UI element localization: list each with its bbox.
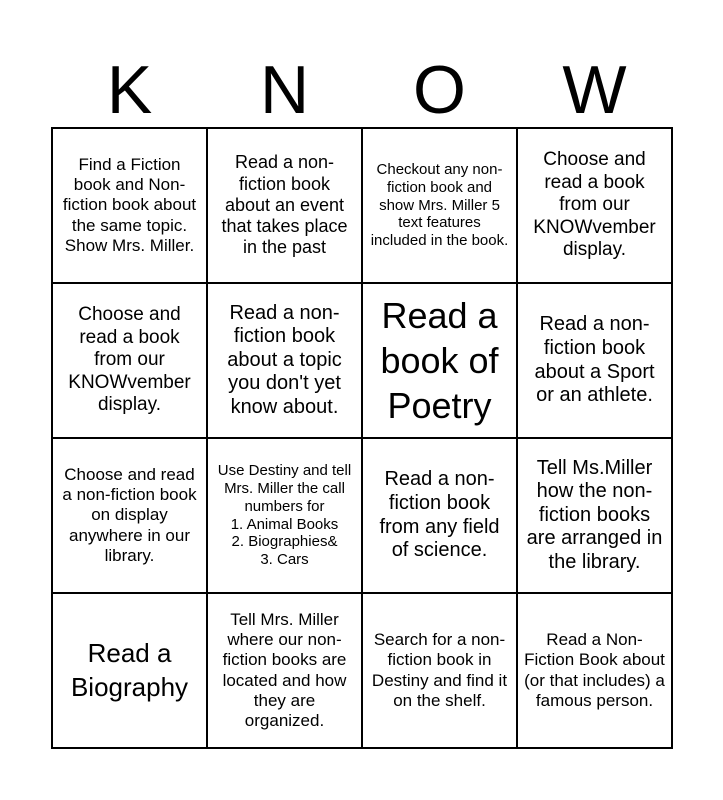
bingo-cell [52,438,207,593]
bingo-cell [362,283,517,438]
bingo-row [52,128,672,283]
cell-text: Read a non-fiction book about a Sport or an athlete. [534,313,655,407]
bingo-cell [207,438,362,593]
cell-text: Choose and read a non-fiction book on display anywhere in our library. [62,465,197,565]
bingo-board [51,127,673,749]
cell-text: Tell Mrs. Miller where our non-fiction books are located and how they are organized. [222,610,347,730]
bingo-cell [52,283,207,438]
header-letter-o: O [413,52,466,128]
cell-text: Choose and read a book from our KNOWvember display. [68,304,191,416]
bingo-row [52,438,672,593]
header-letter-k: K [106,52,153,128]
header-letter-w: W [562,52,627,128]
bingo-cell [52,593,207,748]
bingo-header [52,52,672,128]
cell-text: Read a non-fiction book from any field of science. [379,468,500,562]
cell-text: Use Destiny and tell Mrs. Miller the call numbers for 1. Animal Books 2. Biographies& 3. Cars [217,462,352,568]
bingo-cell [517,593,672,748]
cell-text: Choose and read a book from our KNOWvember display. [533,149,656,261]
cell-text: Read a Biography [70,637,189,702]
cell-text: Read a Non-Fiction Book about (or that includes) a famous person. [524,630,665,710]
cell-text: Search for a non-fiction book in Destiny and find it on the shelf. [371,630,508,710]
bingo-cell [207,283,362,438]
header-letter-n: N [259,52,310,128]
cell-text: Read a book of Poetry [380,295,499,426]
bingo-cell [207,128,362,283]
bingo-cell [362,438,517,593]
cell-text: Tell Ms.Miller how the non-fiction books are arranged in the library. [526,456,663,573]
bingo-cell [362,593,517,748]
cell-text: Find a Fiction book and Non-fiction book about the same topic. Show Mrs. Miller. [62,155,197,255]
bingo-row [52,283,672,438]
bingo-cell [517,438,672,593]
bingo-cell [207,593,362,748]
cell-text: Checkout any non-fiction book and show Mrs. Miller 5 text features included in the book. [370,161,509,250]
cell-text: Read a non-fiction book about a topic you don't yet know about. [227,301,342,418]
bingo-cell [362,128,517,283]
bingo-cell [517,128,672,283]
bingo-row [52,593,672,748]
cell-text: Read a non-fiction book about an event that takes place in the past [221,152,348,258]
bingo-cell [517,283,672,438]
bingo-cell [52,128,207,283]
